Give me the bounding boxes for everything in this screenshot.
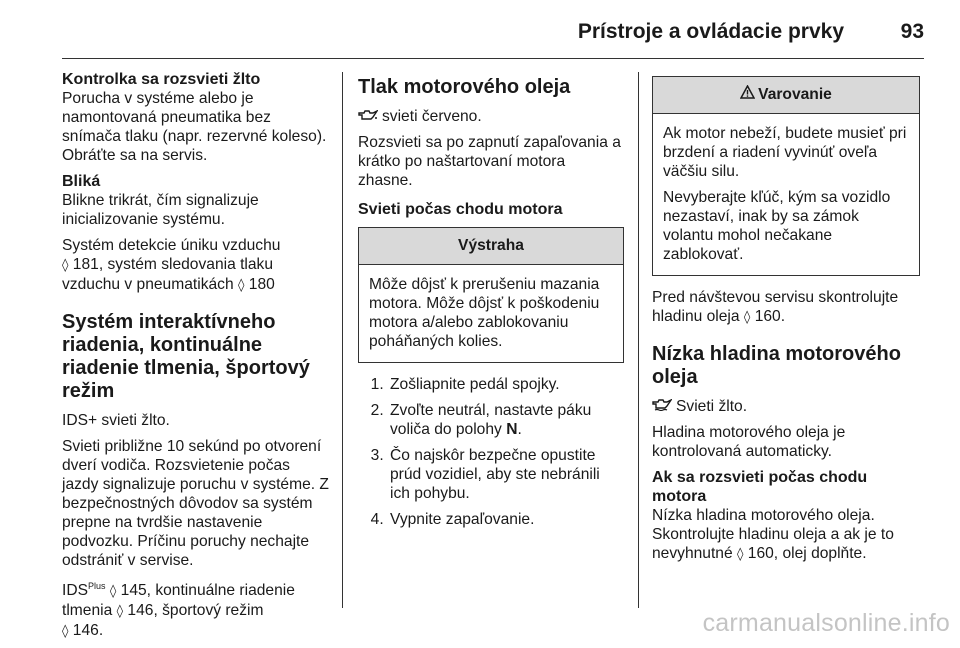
page-ref[interactable]: 160 [747,545,774,562]
page-ref-icon: ◊ [116,604,124,620]
list-item: 2. Zvoľte neutrál, nastavte páku voliča do polohy N. [388,401,624,439]
warning-box-title: Varovanie [653,77,919,114]
section-title-blinks: Bliká [62,173,101,190]
paragraph: Blikne trikrát, čím signalizuje inicializovanie systému. [62,192,259,228]
list-item: 4. Vypnite zapaľovanie. [388,510,624,529]
warning-box-text: Ak motor nebeží, budete musieť pri brzdení a riadení vyvinúť oveľa väčšiu silu. [663,125,907,180]
warning-box-varovanie [652,76,920,276]
warning-box-text: Môže dôjsť k prerušeniu mazania motora. Môže dôjsť k poškodeniu motora a/alebo zablokovaniu poháňaných kolies. [369,276,600,350]
warning-box-title: Výstraha [359,228,623,265]
page-ref[interactable]: 146 [127,602,154,620]
page-ref-icon: ◊ [237,278,245,293]
paragraph: Svieti približne 10 sekúnd po otvorení dverí vodiča. Rozsvietenie počas jazdy signalizuje poruchu v systéme. Z bezpečnostných dôvodov sa systém prepne na tvrdšie nastavenie podvozku. Príčinu poruchy nechajte odstrániť v servise. [62,438,329,569]
paragraph: Rozsvieti sa po zapnutí zapaľovania a krátko po naštartovaní motora zhasne. [358,134,621,189]
list-item: 3. Čo najskôr bezpečne opustite prúd vozidiel, aby ste nebránili ich pohybu. [388,446,624,503]
section-heading-ids: Systém interaktívneho riadenia, kontinuálne riadenie tlmenia, športový režim [62,311,310,402]
paragraph: Svieti žlto. [652,397,920,416]
column-divider [638,72,639,608]
column-2 [358,70,624,536]
paragraph: IDS+ svieti žlto. [62,412,170,429]
column-3 [652,76,920,571]
section-title-while-running: Svieti počas chodu motora [358,201,563,218]
oil-level-icon [652,397,672,416]
paragraph: Porucha v systéme alebo je namontovaná pneumatika bez snímača tlaku (napr. rezervné koleso). Obráťte sa na servis. [62,90,327,164]
page-ref-icon: ◊ [743,310,751,325]
section-heading-oil-pressure: Tlak motorového oleja [358,76,571,98]
paragraph-with-refs: $IDS^{Plus}$ ◊ 145, kontinuálne riadenie tlmenia ◊ 146, športový režim ◊ 146. [62,581,295,640]
watermark: carmanualsonline.info [702,609,950,637]
page-ref-icon: ◊ [62,258,69,273]
page-ref[interactable]: 160 [754,308,781,325]
header-rule [62,58,924,59]
warning-box-text: Nevyberajte kľúč, kým sa vozidlo nezastaví, inak by sa zámok volantu mohol nečakane zablokovať. [663,189,891,263]
page-ref[interactable]: 181 [72,256,99,273]
section-heading-low-oil: Nízka hladina motorového oleja [652,343,901,388]
paragraph-with-refs: Systém detekcie úniku vzduchu ◊ 181, systém sledovania tlaku vzduchu v pneumatikách ◊ 180 [62,237,281,293]
section-title-while-running: Ak sa rozsvieti počas chodu motora [652,469,868,505]
paragraph-with-refs: Pred návštevou servisu skontrolujte hladinu oleja ◊ 160. [652,289,899,325]
section-title-yellow: Kontrolka sa rozsvieti žlto [62,71,261,88]
paragraph: svieti červeno. [358,107,624,126]
column-1 [62,70,330,648]
paragraph: Hladina motorového oleja je kontrolovaná automaticky. [652,424,846,460]
page-header-title: Prístroje a ovládacie prvky [577,20,844,43]
oil-can-icon [358,107,378,126]
steps-list [358,375,624,529]
list-item: 1. Zošliapnite pedál spojky. [388,375,624,394]
page-number: 93 [900,20,924,43]
page-ref[interactable]: 145 [120,582,147,600]
page-ref-icon: ◊ [109,584,117,600]
paragraph-with-refs: Nízka hladina motorového oleja. Skontrolujte hladinu oleja a ak je to nevyhnutné ◊ 160, olej doplňte. [652,507,894,562]
warning-box-vystraha [358,227,624,363]
warning-triangle-icon [740,77,755,113]
column-divider [342,72,343,608]
page-ref[interactable]: 180 [248,276,275,293]
page-ref-icon: ◊ [62,624,69,640]
page-ref[interactable]: 146 [72,622,99,640]
page-ref-icon: ◊ [736,547,744,562]
